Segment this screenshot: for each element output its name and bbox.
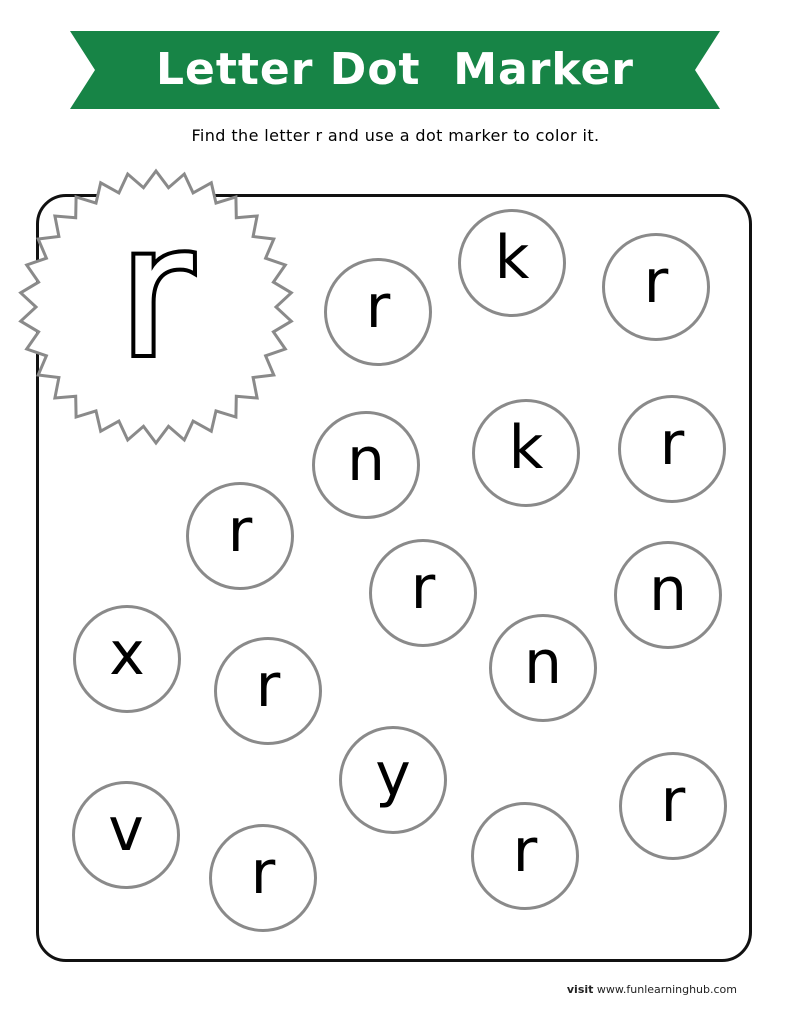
title-banner xyxy=(70,31,720,109)
dot-letter: r xyxy=(410,553,436,623)
letter-dot-9[interactable] xyxy=(614,541,722,649)
letter-dot-3[interactable] xyxy=(602,233,710,341)
dot-letter: x xyxy=(109,619,145,689)
dot-letter: v xyxy=(108,795,144,865)
letter-dot-1[interactable] xyxy=(324,258,432,366)
letter-dot-2[interactable] xyxy=(458,209,566,317)
letter-dot-6[interactable] xyxy=(618,395,726,503)
dot-letter: n xyxy=(523,628,563,698)
dot-letter: n xyxy=(648,555,688,625)
target-letter: r xyxy=(118,188,193,397)
dot-letter: r xyxy=(643,247,669,317)
dot-letter: r xyxy=(659,409,685,479)
letter-dot-5[interactable] xyxy=(472,399,580,507)
footer-prefix: visit xyxy=(566,983,594,996)
dot-letter: r xyxy=(250,838,276,908)
footer-url[interactable]: www.funlearninghub.com xyxy=(596,983,737,996)
dot-letter: r xyxy=(512,816,538,886)
target-letter-seal xyxy=(17,168,295,446)
letter-dot-16[interactable] xyxy=(209,824,317,932)
letter-dot-15[interactable] xyxy=(72,781,180,889)
dot-letter: r xyxy=(365,272,391,342)
dot-letter: r xyxy=(227,496,253,566)
letter-dot-12[interactable] xyxy=(489,614,597,722)
dot-letter: k xyxy=(494,223,530,293)
instructions-text: Find the letter r and use a dot marker to color it. xyxy=(191,126,600,145)
dot-letter: r xyxy=(660,766,686,836)
letter-dot-4[interactable] xyxy=(312,411,420,519)
letter-dot-8[interactable] xyxy=(369,539,477,647)
page-title: Letter Dot Marker xyxy=(155,44,635,95)
footer-credit xyxy=(567,983,737,996)
letter-dot-17[interactable] xyxy=(471,802,579,910)
dot-letter: y xyxy=(375,740,411,810)
letter-dot-13[interactable] xyxy=(339,726,447,834)
letter-dot-7[interactable] xyxy=(186,482,294,590)
dot-letter: k xyxy=(508,413,544,483)
letter-dot-11[interactable] xyxy=(214,637,322,745)
dot-letter: n xyxy=(346,425,386,495)
dot-letter: r xyxy=(255,651,281,721)
letter-dot-10[interactable] xyxy=(73,605,181,713)
letter-dot-14[interactable] xyxy=(619,752,727,860)
